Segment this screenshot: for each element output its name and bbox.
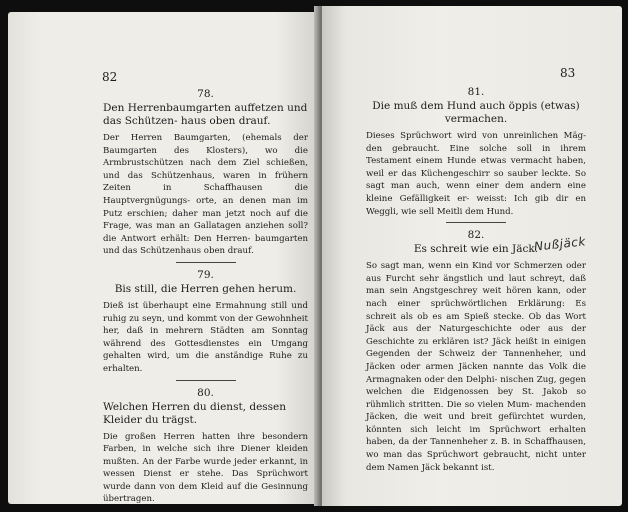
divider (176, 380, 236, 381)
section-82 (366, 229, 586, 474)
section-number: 78. (197, 88, 214, 100)
page-number-left: 82 (102, 70, 118, 84)
section-heading: Den Herrenbaumgarten auffetzen und das Schützen- haus oben drauf. (103, 102, 308, 127)
handwritten-annotation: Nußjäck (533, 234, 587, 254)
section-79 (103, 269, 308, 376)
section-80 (103, 387, 308, 505)
section-number: 82. (467, 229, 485, 242)
section-number: 79. (197, 268, 214, 281)
section-heading: Die muß dem Hund auch öppis (etwas) vermachen. (372, 100, 580, 125)
section-heading: Bis still, die Herren gehen herum. (114, 282, 297, 295)
section-heading: Welchen Herren du dienst, dessen Kleider du trägst. (103, 400, 287, 426)
section-number: 80. (197, 386, 214, 399)
section-body: Dieses Sprüchwort wird von unreinlichen Mäg- den gebraucht. Eine solche soll in ihrem Testament einem Hunde etwas vermacht haben, weil er das Küchengeschirr so sauber leckte. So sagt man auch, wenn einer dem andern eine kleine Gefälligkeit er- weisst: Ich gib dir en Weggli, wie sell Meitli dem Hund. (366, 131, 586, 217)
divider (446, 222, 506, 223)
section-body: So sagt man, wenn ein Kind vor Schmerzen oder aus Furcht sehr ängstlich und laut schreyt, daß man sein Angstgeschrey weit hören kann, oder nach einer sprüchwörtlichen Erklärung: Es schreit als ob es am Spieß stecke. Ob das Wort Jäck aus der Naturgeschichte oder aus der Geschichte zu erklären ist? Jäck heißt in einigen Gegenden der Schweiz der Tannenheher, und Jäcken oder armen Jäcken nannte das Volk die Armagnaken oder den Delphi- nischen Zug, gegen welchen die Eidgenossen bey St. Jakob so rühmlich stritten. Die so vielen Mum- machenden Jäcken, die weit und breit gefürchtet wurden, könnten sich leicht im Sprüchwort erhalten haben, da der Tannenheher z. B. in Schaffhausen, wo man das Sprüchwort gebraucht, nicht unter dem Namen Jäck bekannt ist. (366, 261, 586, 473)
page-number-right: 83 (560, 66, 576, 80)
section-number: 81. (467, 86, 485, 98)
right-column (366, 86, 586, 474)
section-body: Der Herren Baumgarten, (ehemals der Baumgarten des Klosters), wo die Armbrustschützen nach dem Ziel schießen, und das Schützenhaus, waren in frühern Zeiten in Schaffhausen die Hauptvergnügungs- orte, an denen man im Putz erschien; daher man jetzt noch auf die Frage, was man an Gallatagen anziehen soll? die Antwort erhält: Den Herren- baumgarten und das Schützenhaus oben drauf. (103, 133, 308, 257)
divider (176, 262, 236, 263)
section-heading: Es schreit wie ein Jäck. (413, 243, 539, 256)
section-78 (103, 88, 308, 258)
section-body: Die großen Herren hatten ihre besondern Farben, in welche sich ihre Diener kleiden mußten. An der Farbe wurde jeder erkannt, in wessen Dienst er stehe. Das Sprüchwort wurde dann von dem Kleid auf die Gesinnung übertragen. (103, 431, 308, 504)
section-body: Dieß ist überhaupt eine Ermahnung still und ruhig zu seyn, und kommt von der Gewohnheit her, daß in mehrern Städten am Sonntag während des Gottesdienstes ein Umgang gehalten wird, um die anständige Ruhe zu erhalten. (103, 300, 308, 374)
left-page (8, 12, 320, 504)
right-page (322, 6, 622, 506)
section-81 (366, 86, 586, 218)
left-column (103, 88, 308, 504)
